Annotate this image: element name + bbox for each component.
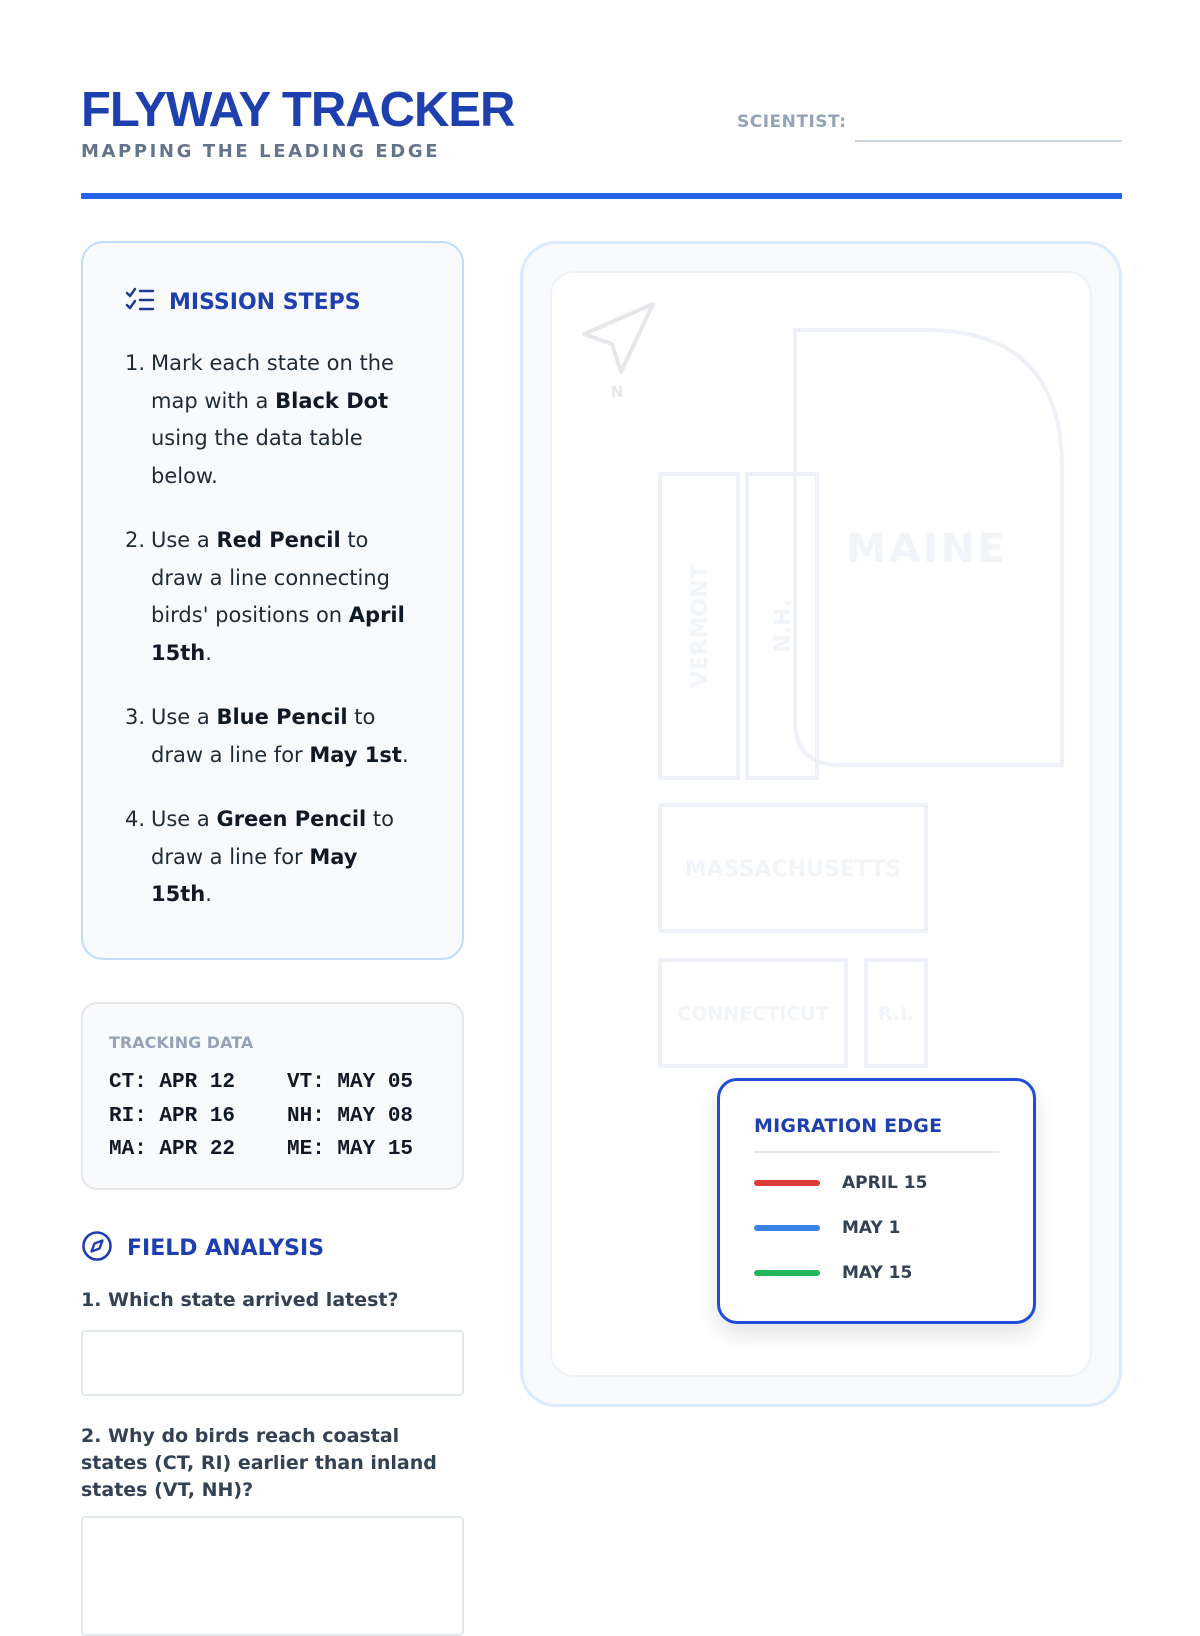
page-title: FLYWAY TRACKER	[81, 83, 515, 137]
legend-swatch-green	[754, 1270, 820, 1276]
question-2: 2. Why do birds reach coastal states (CT, RI) earlier than inland states (VT, NH)?	[81, 1425, 437, 1501]
north-arrow-icon	[584, 304, 653, 401]
migration-legend	[717, 1078, 1036, 1324]
step-text: Use a Red Pencil to draw a line connecting birds' positions on April 15th.	[151, 528, 405, 665]
step-text: Mark each state on the map with a Black Dot using the data table below.	[151, 351, 394, 488]
tracking-entry-ma: MA: APR 22	[109, 1138, 236, 1161]
tracking-data-label: TRACKING DATA	[109, 1033, 254, 1052]
legend-item-may-15	[754, 1263, 912, 1283]
legend-swatch-blue	[754, 1225, 820, 1231]
step-number: 1.	[125, 351, 146, 375]
tracking-entry-ri: RI: APR 16	[109, 1104, 236, 1128]
question-1: 1. Which state arrived latest?	[81, 1289, 399, 1311]
tracking-entry-me: ME: MAY 15	[287, 1138, 414, 1161]
state-label-connecticut: CONNECTICUT	[677, 1003, 829, 1025]
step-text: Use a Green Pencil to draw a line for May 15th.	[151, 807, 394, 906]
step-number: 3.	[125, 705, 146, 729]
field-analysis-title: FIELD ANALYSIS	[127, 1235, 325, 1261]
tracking-entry-ct: CT: APR 12	[109, 1071, 236, 1094]
state-label-maine: MAINE	[846, 526, 1008, 572]
legend-divider	[754, 1151, 999, 1153]
step-number: 2.	[125, 528, 146, 552]
page-subtitle: MAPPING THE LEADING EDGE	[81, 141, 441, 162]
step-number: 4.	[125, 807, 146, 831]
step-text: Use a Blue Pencil to draw a line for May 1st.	[151, 705, 409, 767]
legend-label-may-1: MAY 1	[842, 1218, 901, 1238]
state-label-massachusetts: MASSACHUSETTS	[684, 857, 902, 882]
state-label-vermont: VERMONT	[688, 564, 713, 688]
tracking-entry-nh: NH: MAY 08	[287, 1104, 414, 1128]
state-label-nh: N.H.	[771, 599, 796, 653]
legend-title: MIGRATION EDGE	[754, 1115, 943, 1137]
legend-item-may-1	[754, 1218, 901, 1238]
state-label-ri: R.I.	[877, 1003, 915, 1025]
legend-label-april-15: APRIL 15	[842, 1173, 928, 1193]
scientist-label: SCIENTIST:	[737, 112, 847, 132]
tracking-entry-vt: VT: MAY 05	[287, 1071, 414, 1094]
legend-label-may-15: MAY 15	[842, 1263, 913, 1283]
legend-item-april-15	[754, 1173, 927, 1193]
compass-north-label: N	[610, 383, 624, 401]
mission-steps-title: MISSION STEPS	[169, 289, 361, 315]
legend-swatch-red	[754, 1180, 820, 1186]
